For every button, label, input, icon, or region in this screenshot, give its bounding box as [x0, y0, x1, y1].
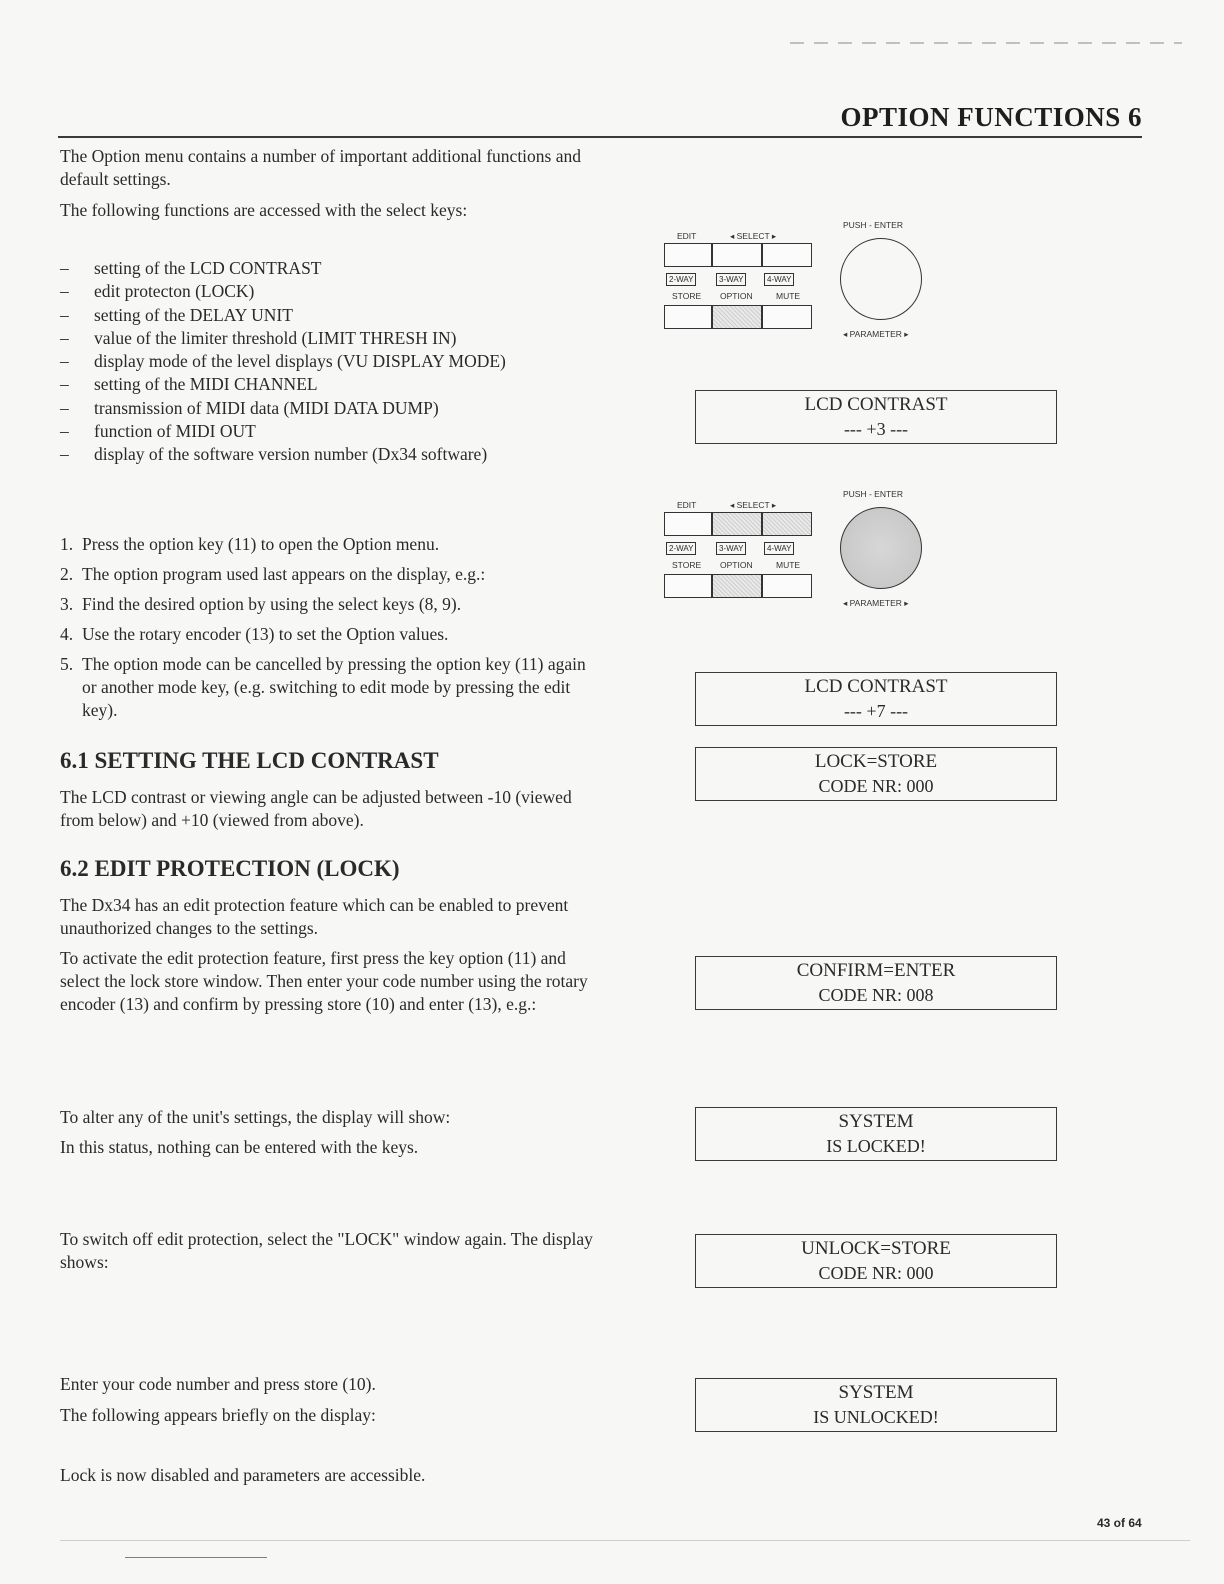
lcd-line-1: SYSTEM — [838, 1111, 914, 1132]
way-4-label: 4-WAY — [764, 542, 794, 555]
parameter-label: ◂ PARAMETER ▸ — [843, 598, 909, 608]
step-item: 4. Use the rotary encoder (13) to set the Option values. — [60, 624, 449, 644]
lcd-line-1: LOCK=STORE — [814, 751, 938, 772]
list-item: – edit protecton (LOCK) — [60, 281, 255, 302]
page-title: OPTION FUNCTIONS 6 — [840, 102, 1142, 132]
option-label: OPTION — [720, 560, 753, 570]
list-item: – setting of the MIDI CHANNEL — [60, 374, 318, 395]
edit-label: EDIT — [677, 500, 697, 510]
section-heading-edit-protection: 6.2 EDIT PROTECTION (LOCK) — [60, 856, 400, 881]
list-item: – transmission of MIDI data (MIDI DATA DUMP) — [60, 397, 439, 418]
step-list — [60, 533, 600, 729]
lcd-display — [695, 1378, 1057, 1432]
lcd-line-2: --- +3 --- — [843, 419, 909, 439]
store-label: STORE — [672, 291, 702, 301]
edit-protection-paragraph-2: To activate the edit protection feature, first press the key option (11) and select the lock store window. Then enter your code number using the rotary encoder (13) and confirm by pressing store (10) and enter (13), e.g.: — [60, 948, 588, 1014]
step-item: 5. The option mode can be cancelled by pressing the option key (11) again or another mode key, (e.g. switching to edit mode by pressing the edit key). — [60, 654, 586, 720]
edit-button[interactable] — [664, 512, 712, 536]
mute-label: MUTE — [776, 291, 801, 301]
store-button[interactable] — [664, 305, 712, 329]
select-left-button[interactable] — [712, 243, 762, 267]
select-right-button[interactable] — [762, 512, 812, 536]
scan-noise — [790, 42, 1182, 44]
footer-link-underline — [125, 1557, 267, 1558]
list-item: – value of the limiter threshold (LIMIT THRESH IN) — [60, 327, 457, 348]
push-enter-label: PUSH - ENTER — [843, 220, 903, 230]
edit-protection-paragraph-1: The Dx34 has an edit protection feature which can be enabled to prevent unauthorized changes to the settings. — [60, 895, 569, 938]
list-item: – display of the software version number (Dx34 software) — [60, 444, 488, 465]
way-3-label: 3-WAY — [716, 273, 746, 286]
lcd-line-2: --- +7 --- — [843, 701, 909, 721]
disabled-text: Lock is now disabled and parameters are accessible. — [60, 1465, 426, 1485]
list-item: – setting of the DELAY UNIT — [60, 304, 293, 325]
way-4-label: 4-WAY — [764, 273, 794, 286]
select-label: ◂ SELECT ▸ — [730, 231, 777, 241]
lcd-line-1: LCD CONTRAST — [804, 676, 948, 697]
header-rule — [58, 136, 1142, 138]
option-label: OPTION — [720, 291, 753, 301]
list-item: – display mode of the level displays (VU DISPLAY MODE) — [60, 351, 506, 372]
intro-paragraph-2: The following functions are accessed with the select keys: — [60, 200, 468, 220]
lcd-display — [695, 1234, 1057, 1288]
option-button[interactable] — [712, 305, 762, 329]
lcd-line-2: CODE NR: 008 — [818, 985, 934, 1005]
rotary-encoder[interactable] — [840, 507, 922, 589]
step-item: 1. Press the option key (11) to open the Option menu. — [60, 534, 440, 554]
lcd-display — [695, 1107, 1057, 1161]
list-item: – function of MIDI OUT — [60, 421, 256, 442]
lcd-line-2: IS UNLOCKED! — [813, 1407, 939, 1427]
lcd-display — [695, 672, 1057, 726]
option-button[interactable] — [712, 574, 762, 598]
select-right-button[interactable] — [762, 243, 812, 267]
intro-paragraph-1: The Option menu contains a number of important additional functions and default settings. — [60, 146, 581, 189]
store-button[interactable] — [664, 574, 712, 598]
lcd-line-2: CODE NR: 000 — [818, 776, 934, 796]
switch-off-text: To switch off edit protection, select the "LOCK" window again. The display shows: — [60, 1229, 593, 1272]
mute-label: MUTE — [776, 560, 801, 570]
lcd-line-2: CODE NR: 000 — [818, 1263, 934, 1283]
lcd-line-1: SYSTEM — [838, 1382, 914, 1403]
function-list — [60, 257, 600, 467]
section-body-lcd-contrast: The LCD contrast or viewing angle can be adjusted between -10 (viewed from below) and +10 (viewed from above). — [60, 787, 572, 830]
mute-button[interactable] — [762, 574, 812, 598]
briefly-text: The following appears briefly on the display: — [60, 1405, 376, 1425]
push-enter-label: PUSH - ENTER — [843, 489, 903, 499]
select-left-button[interactable] — [712, 512, 762, 536]
way-2-label: 2-WAY — [666, 273, 696, 286]
enter-code-text: Enter your code number and press store (10). — [60, 1374, 376, 1394]
front-panel-diagram — [660, 487, 940, 617]
select-label: ◂ SELECT ▸ — [730, 500, 777, 510]
footer-rule — [60, 1540, 1190, 1541]
alter-text: To alter any of the unit's settings, the display will show: — [60, 1107, 451, 1127]
section-body-edit-protection — [60, 894, 590, 1023]
store-label: STORE — [672, 560, 702, 570]
section-heading-lcd-contrast: 6.1 SETTING THE LCD CONTRAST — [60, 748, 439, 773]
intro — [60, 145, 590, 230]
list-item: – setting of the LCD CONTRAST — [60, 258, 322, 278]
mute-button[interactable] — [762, 305, 812, 329]
step-item: 2. The option program used last appears on the display, e.g.: — [60, 564, 486, 584]
page-number: 43 of 64 — [1097, 1516, 1142, 1530]
way-3-label: 3-WAY — [716, 542, 746, 555]
way-2-label: 2-WAY — [666, 542, 696, 555]
front-panel-diagram — [660, 218, 940, 348]
parameter-label: ◂ PARAMETER ▸ — [843, 329, 909, 339]
lcd-line-1: UNLOCK=STORE — [801, 1238, 951, 1259]
edit-label: EDIT — [677, 231, 697, 241]
lcd-display — [695, 747, 1057, 801]
step-item: 3. Find the desired option by using the select keys (8, 9). — [60, 594, 462, 614]
lcd-display — [695, 956, 1057, 1010]
no-entry-text: In this status, nothing can be entered with the keys. — [60, 1137, 419, 1157]
rotary-encoder[interactable] — [840, 238, 922, 320]
lcd-line-1: CONFIRM=ENTER — [796, 960, 956, 981]
lcd-line-2: IS LOCKED! — [826, 1136, 926, 1156]
edit-button[interactable] — [664, 243, 712, 267]
lcd-line-1: LCD CONTRAST — [804, 394, 948, 415]
lcd-display — [695, 390, 1057, 444]
